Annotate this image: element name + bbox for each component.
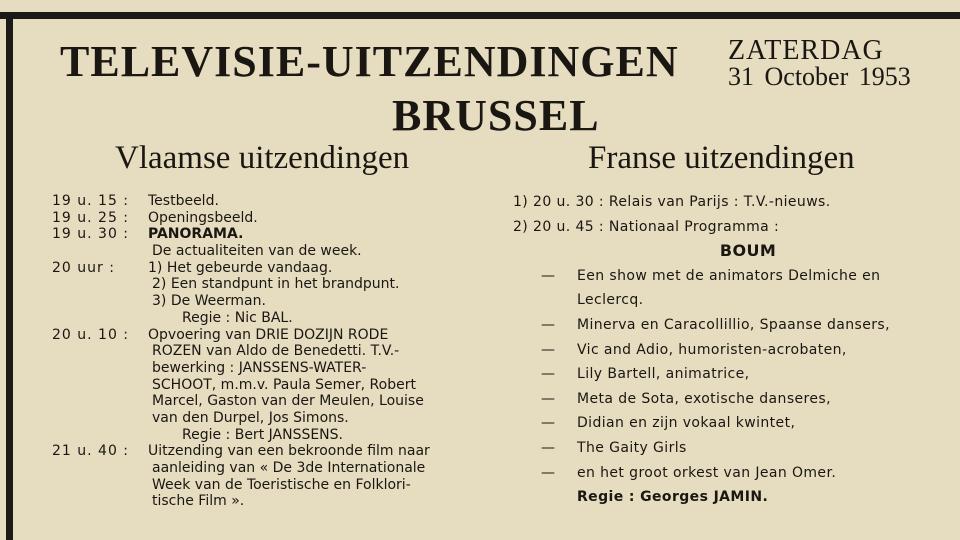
left-border-rule	[6, 12, 13, 540]
schedule-text: The Gaity Girls	[577, 439, 687, 456]
dash-marker: —	[541, 366, 556, 383]
schedule-text: Regie : Nic BAL.	[182, 309, 293, 326]
schedule-line	[513, 411, 953, 436]
schedule-text: en het groot orkest van Jean Omer.	[577, 464, 837, 481]
dash-marker: —	[541, 415, 556, 432]
schedule-line	[513, 264, 953, 289]
schedule-line	[52, 393, 492, 410]
page-title: TELEVISIE-UITZENDINGEN	[60, 37, 679, 86]
schedule-time: 21 u. 40 :	[52, 443, 130, 460]
dash-marker: —	[541, 267, 556, 284]
schedule-line	[52, 226, 492, 243]
schedule-text: 1) 20 u. 30 : Relais van Parijs : T.V.-nieuws.	[513, 194, 831, 210]
schedule-line	[52, 243, 492, 260]
schedule-text: 3) De Weerman.	[152, 293, 266, 310]
schedule-text: 2) 20 u. 45 : Nationaal Programma :	[513, 218, 780, 235]
schedule-text: Testbeeld.	[148, 193, 219, 209]
schedule-line	[513, 387, 953, 412]
schedule-line	[513, 288, 953, 313]
schedule-line	[52, 360, 492, 377]
schedule-text: 2) Een standpunt in het brandpunt.	[152, 276, 400, 293]
schedule-line	[52, 310, 492, 327]
franse-schedule	[513, 190, 953, 510]
schedule-time: 19 u. 25 :	[52, 209, 130, 226]
schedule-text: bewerking : JANSSENS-WATER-	[152, 359, 367, 376]
schedule-text: Lily Bartell, animatrice,	[577, 366, 750, 383]
schedule-line	[513, 485, 953, 510]
schedule-text: ROZEN van Aldo de Benedetti. T.V.-	[152, 343, 400, 360]
schedule-time: 20 uur :	[52, 259, 115, 276]
schedule-line	[52, 460, 492, 477]
top-border-rule	[0, 12, 960, 19]
broadcast-day: ZATERDAG	[728, 35, 884, 66]
dash-marker: —	[541, 316, 556, 333]
schedule-time: 19 u. 30 :	[52, 226, 130, 243]
schedule-text: Uitzending van een bekroonde film naar	[148, 443, 430, 460]
schedule-line	[513, 190, 953, 215]
schedule-text: Minerva en Caracollillio, Spaanse dansers,	[577, 316, 890, 333]
schedule-text: tische Film ».	[152, 493, 245, 510]
schedule-text: Leclercq.	[577, 292, 644, 309]
schedule-line	[52, 427, 492, 444]
schedule-line	[52, 293, 492, 310]
schedule-text: Vic and Adio, humoristen-acrobaten,	[577, 341, 847, 358]
schedule-line	[52, 210, 492, 227]
dash-marker: —	[541, 341, 556, 358]
schedule-text: Openingsbeeld.	[148, 209, 258, 226]
director-credit: Regie : Georges JAMIN.	[577, 489, 769, 506]
dash-marker: —	[541, 439, 556, 456]
schedule-text: 1) Het gebeurde vandaag.	[148, 259, 333, 276]
schedule-text: van den Durpel, Jos Simons.	[152, 409, 349, 426]
schedule-line	[52, 477, 492, 494]
vlaamse-heading: Vlaamse uitzendingen	[115, 140, 410, 176]
schedule-line	[513, 461, 953, 486]
schedule-text: Regie : Bert JANSSENS.	[182, 426, 343, 443]
schedule-text: Didian en zijn vokaal kwintet,	[577, 415, 796, 432]
schedule-time: 20 u. 10 :	[52, 326, 130, 343]
program-title: PANORAMA.	[148, 226, 244, 243]
schedule-line	[52, 193, 492, 210]
schedule-line	[52, 343, 492, 360]
broadcast-full-date: 31 October 1953	[728, 62, 911, 91]
schedule-line	[513, 215, 953, 240]
schedule-line	[52, 327, 492, 344]
vlaamse-schedule	[52, 193, 492, 510]
page-subtitle: BRUSSEL	[392, 91, 600, 140]
schedule-text: Week van de Toeristische en Folklori-	[152, 476, 411, 493]
schedule-text: SCHOOT, m.m.v. Paula Semer, Robert	[152, 376, 416, 393]
schedule-time: 19 u. 15 :	[52, 193, 130, 209]
schedule-line	[513, 436, 953, 461]
schedule-line	[513, 338, 953, 363]
schedule-text: Een show met de animators Delmiche en	[577, 267, 881, 284]
schedule-line	[52, 443, 492, 460]
schedule-line	[513, 313, 953, 338]
schedule-line	[52, 276, 492, 293]
schedule-text: Opvoering van DRIE DOZIJN RODE	[148, 326, 389, 343]
franse-heading: Franse uitzendingen	[588, 140, 855, 176]
schedule-text: Meta de Sota, exotische danseres,	[577, 390, 831, 407]
schedule-line	[52, 493, 492, 510]
schedule-line	[52, 377, 492, 394]
schedule-text: De actualiteiten van de week.	[152, 243, 362, 260]
dash-marker: —	[541, 390, 556, 407]
broadcast-date	[728, 35, 911, 91]
schedule-text: aanleiding van « De 3de Internationale	[152, 460, 426, 476]
schedule-line	[513, 362, 953, 387]
schedule-text: Marcel, Gaston van der Meulen, Louise	[152, 393, 424, 410]
schedule-line	[52, 260, 492, 277]
schedule-line	[52, 410, 492, 427]
program-title: BOUM	[719, 241, 777, 261]
dash-marker: —	[541, 464, 556, 481]
